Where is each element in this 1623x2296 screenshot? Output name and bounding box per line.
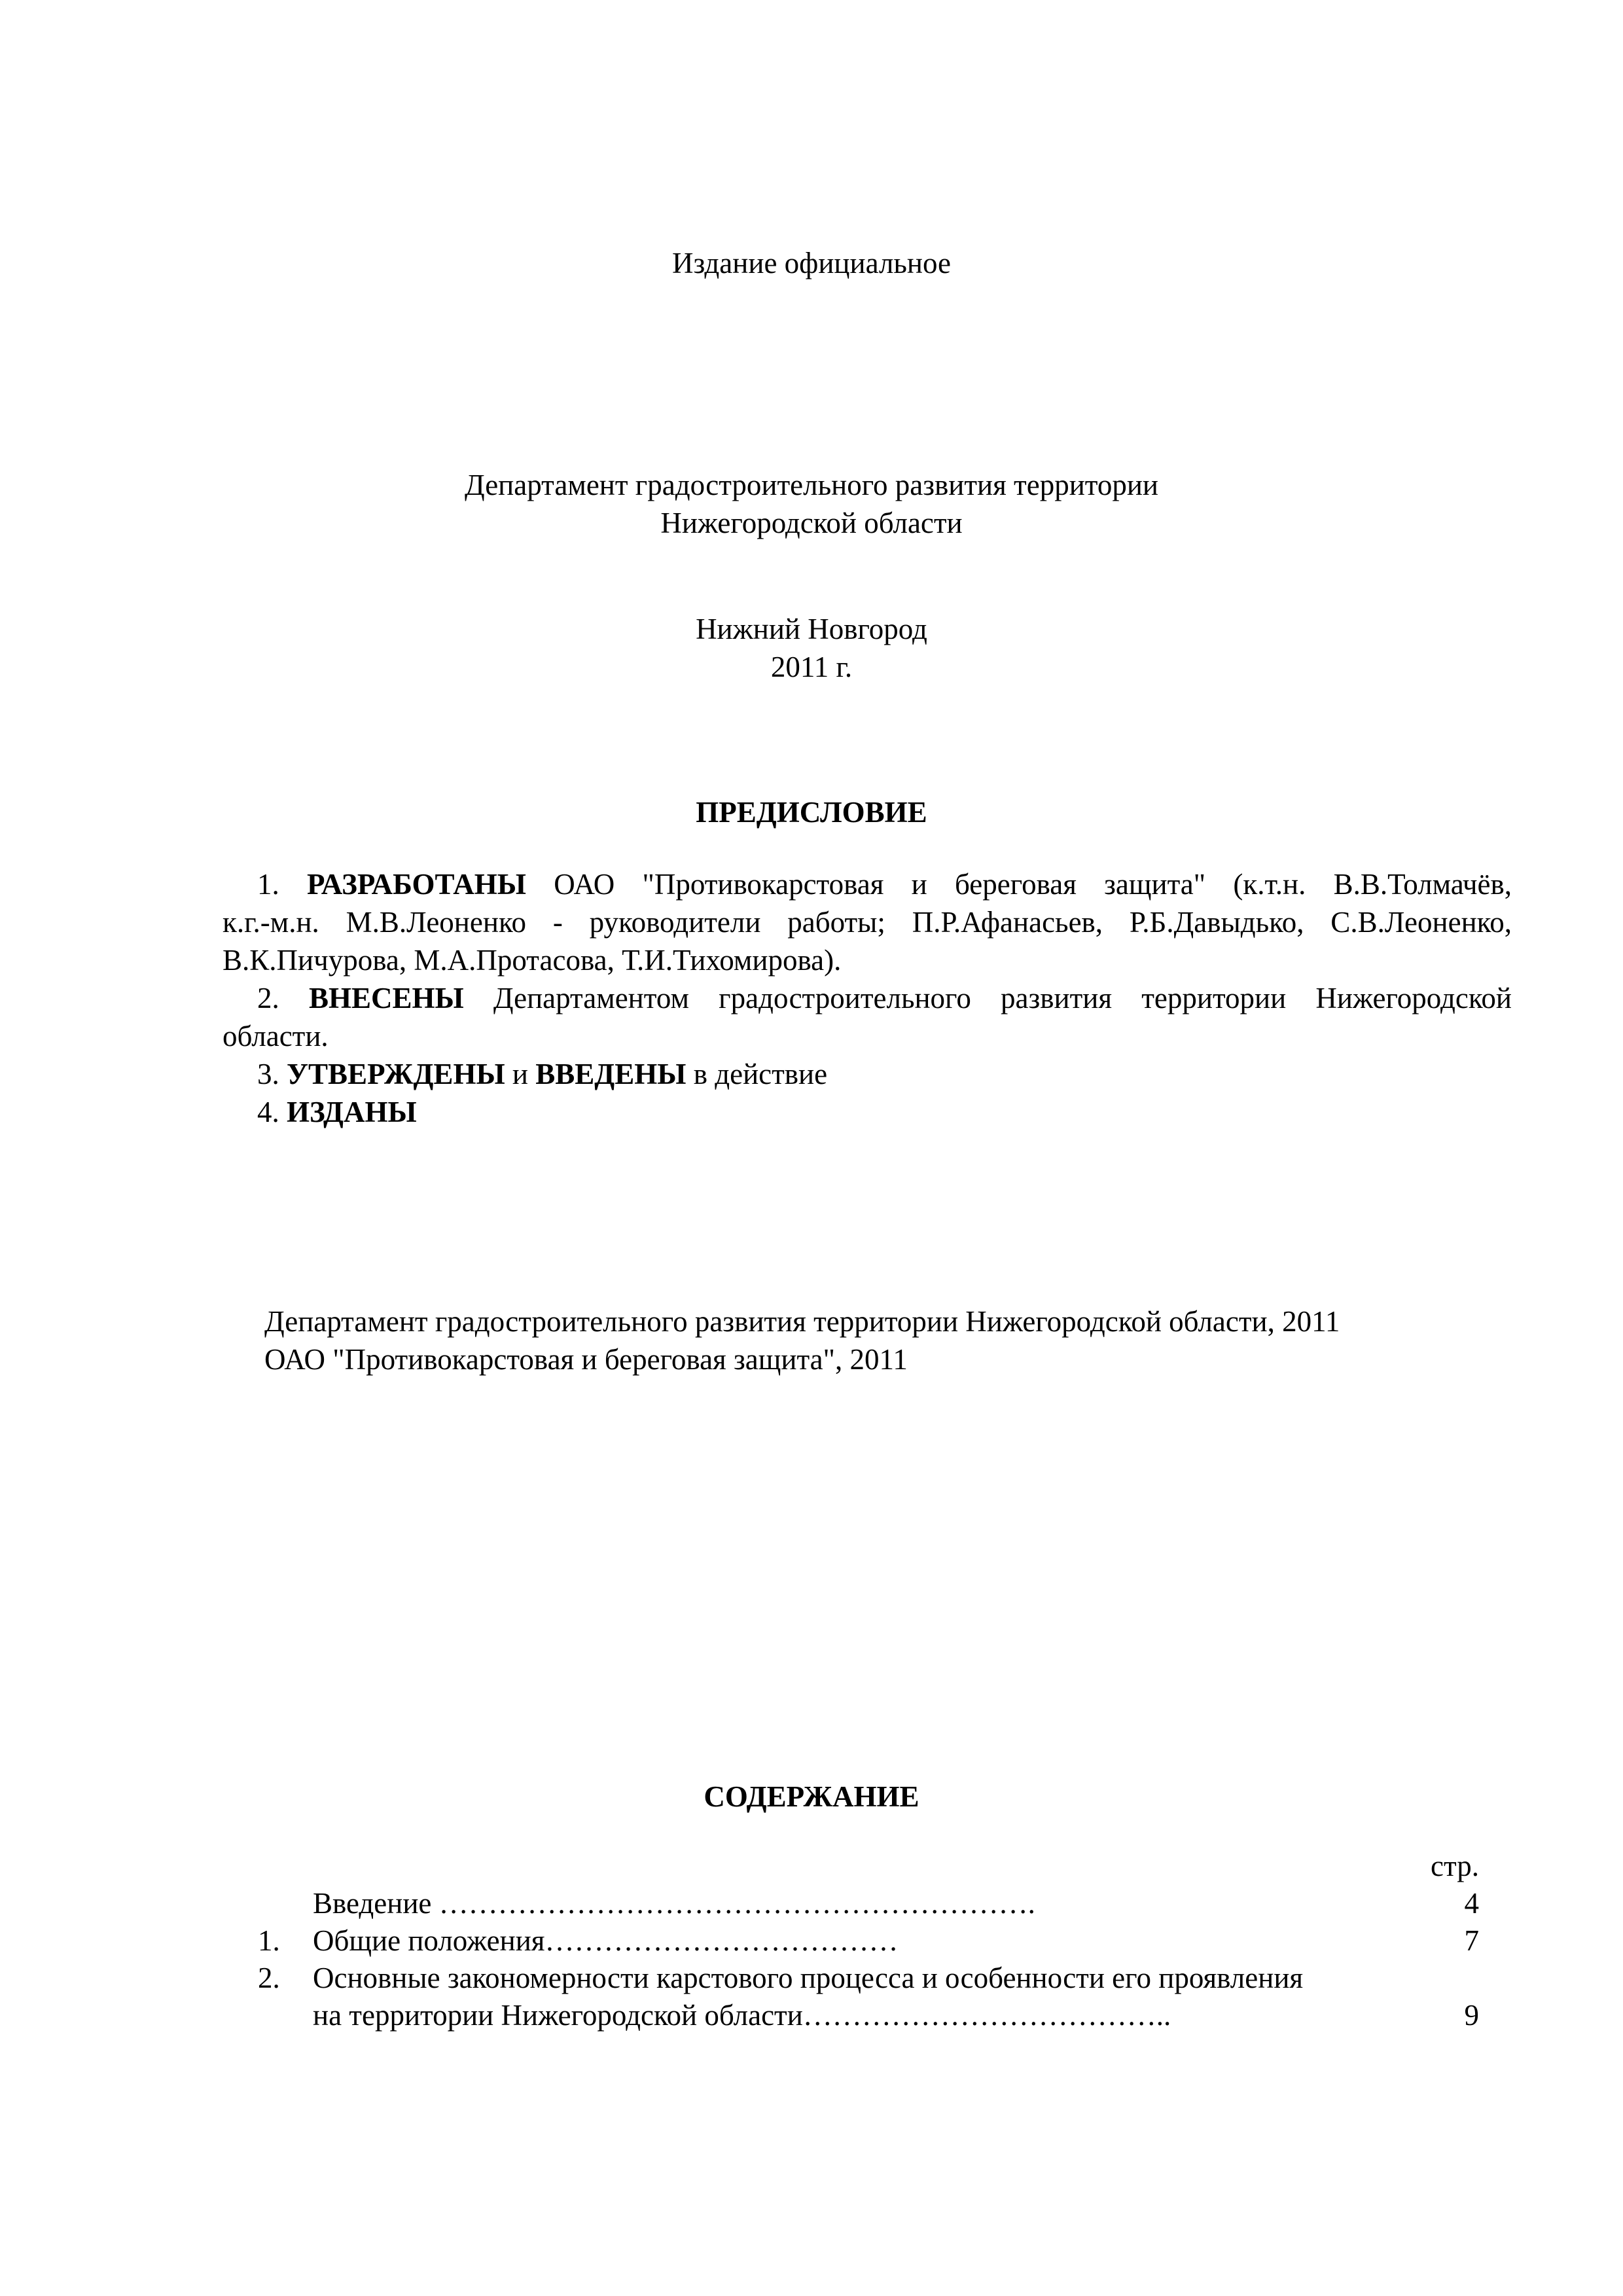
toc-entry-number: 1. [258,1924,280,1957]
toc-entry-text: Введение ……………………………………………………. [313,1887,1035,1920]
item-number: 4. [257,1096,279,1128]
preface-title: ПРЕДИСЛОВИЕ [696,796,927,829]
item-number: 1. [257,868,279,901]
contents-title: СОДЕРЖАНИЕ [704,1780,919,1813]
toc-entry-karst-line2[interactable] [313,1996,1171,2034]
toc-entry-text: Общие положения……………………………… [313,1924,899,1957]
copyright-line-2: ОАО "Противокарстовая и береговая защита", 2011 [264,1343,908,1376]
toc-entry-page: 9 [1464,1999,1479,2032]
preface-item-1-line3 [223,941,1512,979]
preface-item-2-line2 [223,1017,1512,1055]
department-title-line2: Нижегородской области [660,507,963,539]
toc-entry-page: 4 [1464,1887,1479,1920]
item-keyword: ИЗДАНЫ [287,1096,417,1128]
item-text: области. [223,1020,329,1052]
preface-item-3 [223,1055,1512,1093]
toc-entry-karst[interactable] [313,1959,1303,1997]
item-text: В.К.Пичурова, М.А.Протасова, Т.И.Тихомирова). [223,944,842,977]
item-text: и [512,1058,528,1090]
item-keyword: ВНЕСЕНЫ [308,982,464,1014]
toc-entry-general[interactable] [313,1922,899,1960]
preface-item-2 [223,979,1512,1017]
preface-item-4 [223,1093,1512,1131]
toc-entry-page: 7 [1464,1924,1479,1957]
copyright-line-1: Департамент градостроительного развития территории Нижегородской области, 2011 [264,1305,1340,1338]
item-text: в действие [693,1058,828,1090]
preface-item-1-line2 [223,903,1512,941]
item-number: 2. [257,982,279,1014]
preface-item-1 [223,865,1512,903]
toc-entry-intro[interactable] [313,1884,1035,1922]
department-title-line1: Департамент градостроительного развития территории [464,469,1159,501]
item-keyword: УТВЕРЖДЕНЫ [287,1058,505,1090]
item-text: к.г.-м.н. М.В.Леоненко - руководители работы; П.Р.Афанасьев, Р.Б.Давыдько, С.В.Леоненко, [223,906,1512,939]
city-label: Нижний Новгород [696,613,927,645]
edition-label: Издание официальное [671,247,952,279]
toc-entry-text: Основные закономерности карстового процесса и особенности его проявления [313,1962,1304,1994]
preface-list [223,865,1512,1131]
item-keyword: РАЗРАБОТАНЫ [306,868,526,901]
page-column-label: стр. [1431,1850,1479,1882]
year-label: 2011 г. [770,651,853,683]
toc-entry-number: 2. [258,1962,280,1994]
item-keyword: ВВЕДЕНЫ [535,1058,687,1090]
toc-entry-text: на территории Нижегородской области……………………………….. [313,1999,1171,2032]
item-text: Департаментом градостроительного развития территории Нижегородской [493,982,1512,1014]
item-number: 3. [257,1058,279,1090]
item-text: ОАО "Противокарстовая и береговая защита" (к.т.н. В.В.Толмачёв, [554,868,1512,901]
